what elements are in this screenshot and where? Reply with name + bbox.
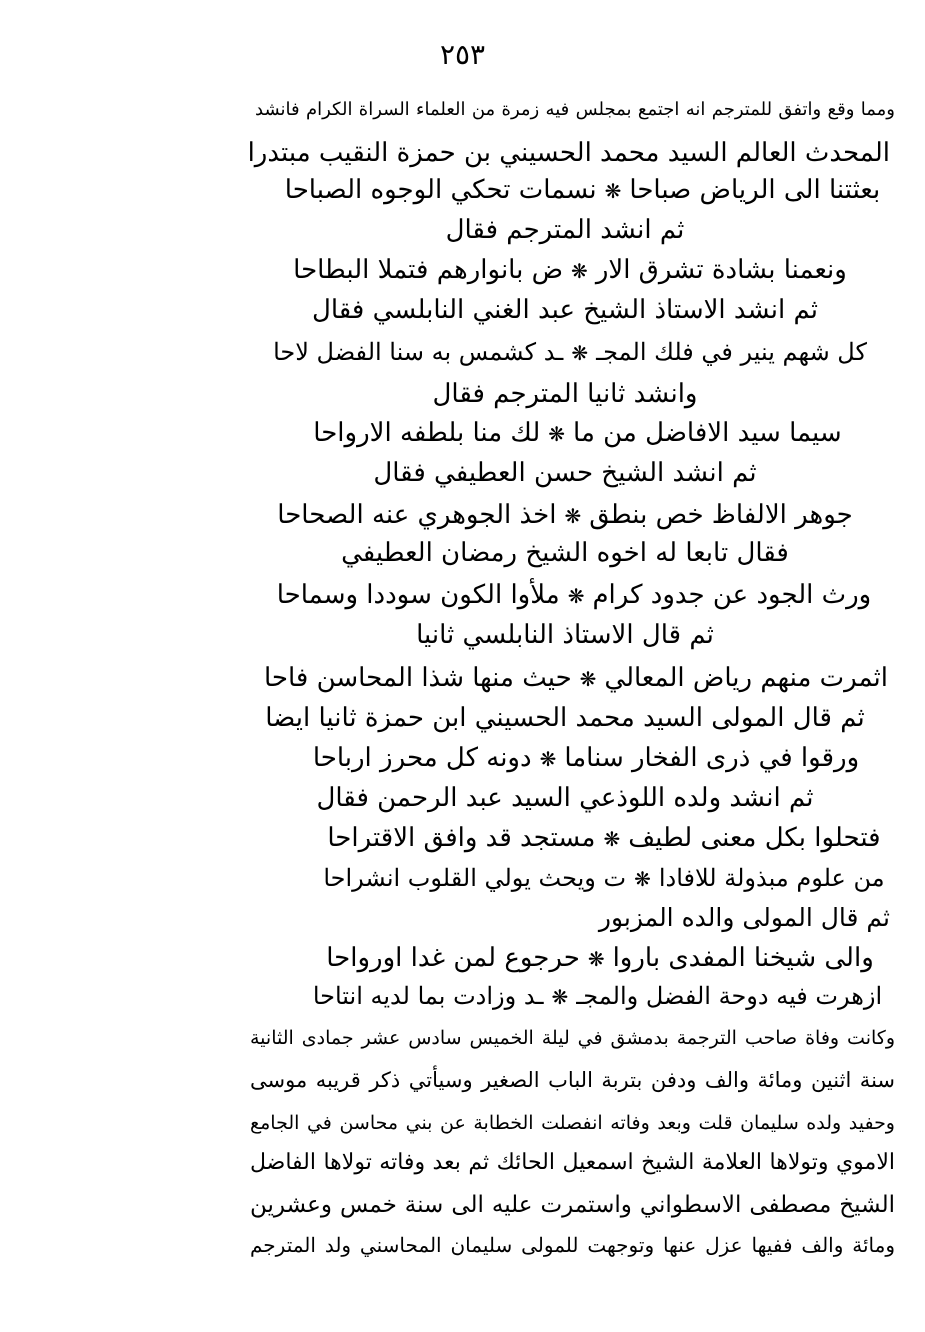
verse-introduction: ثم انشد ولده اللوذعي السيد عبد الرحمن فقال	[316, 783, 814, 813]
verse-first-hemistich: والى شيخنا المفدى باروا	[612, 943, 874, 973]
verse-line	[262, 660, 890, 698]
verse-introduction: فقال تابعا له اخوه الشيخ رمضان العطيفي	[341, 538, 789, 568]
page-number: ٢٥٣	[439, 38, 486, 71]
verse-first-hemistich: ورقوا في ذرى الفخار سناما	[564, 743, 860, 773]
verse-separator-icon: ❋	[571, 259, 588, 283]
verse-line	[310, 940, 890, 978]
prose-line: الشيخ مصطفى الاسطواني واستمرت عليه الى سنة خمس وعشرين	[250, 1192, 895, 1218]
verse-separator-icon: ❋	[571, 341, 589, 365]
prose-line: وكانت وفاة صاحب الترجمة بدمشق في ليلة الخميس سادس عشر جمادى الثانية	[250, 1027, 895, 1049]
verse-second-hemistich: ـد وزادت بما لديه انتاحا	[312, 982, 544, 1010]
verse-second-hemistich: ض بانوارهم فتملا البطاحا	[293, 255, 564, 285]
verse-separator-icon: ❋	[551, 985, 569, 1009]
verse-first-hemistich: كل شهم ينير في فلك المجـ	[596, 338, 867, 366]
verse-line	[240, 497, 890, 535]
verse-introduction: وانشد ثانيا المترجم فقال	[432, 379, 698, 409]
verse-second-hemistich: اخذ الجوهري عنه الصحاحا	[277, 500, 557, 530]
prose-line: ومائة والف ففيها عزل عنها وتوجهت للمولى سليمان المحاسني ولد المترجم	[250, 1233, 895, 1257]
prose-line: سنة اثنين ومائة والف ودفن بتربة الباب الصغير وسيأتي ذكر قريبه موسى	[250, 1068, 895, 1092]
verse-line	[275, 172, 890, 210]
verse-line	[265, 415, 890, 453]
verse-line	[282, 740, 890, 778]
verse-introduction: ثم انشد المترجم فقال	[445, 215, 685, 245]
verse-introduction: ثم انشد الاستاذ الشيخ عبد الغني النابلسي فقال	[311, 295, 819, 325]
verse-separator-icon: ❋	[539, 747, 557, 771]
verse-separator-icon: ❋	[579, 667, 597, 691]
verse-first-hemistich: من علوم مبذولة للافادا	[658, 864, 885, 892]
verse-separator-icon: ❋	[564, 504, 582, 528]
verse-first-hemistich: ورث الجود عن جدود كرام	[592, 580, 872, 610]
prose-line: وحفيد ولده سليمان قلت وبعد وفاته انفصلت الخطابة عن بني محاسن في الجامع	[250, 1112, 895, 1134]
verse-first-hemistich: جوهر الالفاظ خص بنطق	[589, 500, 853, 530]
verse-second-hemistich: حيث منها شذا المحاسن فاحا	[264, 663, 572, 693]
verse-introduction: ثم قال الاستاذ النابلسي ثانيا	[416, 620, 714, 650]
verse-line	[258, 577, 890, 615]
verse-separator-icon: ❋	[567, 584, 585, 608]
verse-first-hemistich: ازهرت فيه دوحة الفضل والمجـ	[576, 982, 883, 1010]
verse-second-hemistich: ملأوا الكون سوددا وسماحا	[276, 580, 560, 610]
verse-first-hemistich: اثمرت منهم رياض المعالي	[604, 663, 888, 693]
verse-line	[270, 334, 870, 372]
verse-line	[318, 860, 890, 898]
verse-second-hemistich: ـد كشمس به سنا الفضل لاحا	[273, 338, 564, 366]
verse-second-hemistich: نسمات تحكي الوجوه الصباحا	[284, 175, 597, 205]
verse-separator-icon: ❋	[587, 947, 605, 971]
verse-first-hemistich: بعثتنا الى الرياض صباحا	[629, 175, 881, 205]
verse-second-hemistich: لك منا بلطفه الارواحا	[313, 418, 541, 448]
verse-line	[250, 252, 890, 290]
verse-separator-icon: ❋	[634, 867, 651, 891]
verse-separator-icon: ❋	[604, 179, 622, 203]
prose-line: المحدث العالم السيد محمد الحسيني بن حمزة النقيب مبتدرا	[247, 138, 890, 168]
verse-separator-icon: ❋	[548, 422, 566, 446]
verse-first-hemistich: فتحلوا بكل معنى لطيف	[628, 823, 881, 853]
prose-line: ثم قال المولى والده المزبور	[598, 903, 890, 932]
verse-second-hemistich: دونه كل محرز ارباحا	[312, 743, 532, 773]
prose-line: ومما وقع واتفق للمترجم انه اجتمع بمجلس فيه زمرة من العلماء السراة الكرام فانشد	[255, 99, 895, 120]
prose-line: الاموي وتولاها العلامة الشيخ اسمعيل الحائك ثم بعد وفاته تولاها الفاضل	[250, 1150, 895, 1175]
verse-introduction: ثم قال المولى السيد محمد الحسيني ابن حمزة ثانيا ايضا	[265, 703, 865, 733]
verse-second-hemistich: حرجوع لمن غدا اورواحا	[326, 943, 580, 973]
verse-second-hemistich: مستجد قد وافق الاقتراحا	[327, 823, 596, 853]
verse-first-hemistich: ونعمنا بشادة تشرق الار	[595, 255, 847, 285]
verse-line	[305, 978, 890, 1016]
verse-separator-icon: ❋	[603, 827, 621, 851]
verse-line	[318, 820, 890, 858]
verse-second-hemistich: ت ويحث يولي القلوب انشراحا	[323, 864, 627, 892]
verse-introduction: ثم انشد الشيخ حسن العطيفي فقال	[373, 458, 757, 488]
verse-first-hemistich: سيما سيد الافاضل من ما	[573, 418, 842, 448]
